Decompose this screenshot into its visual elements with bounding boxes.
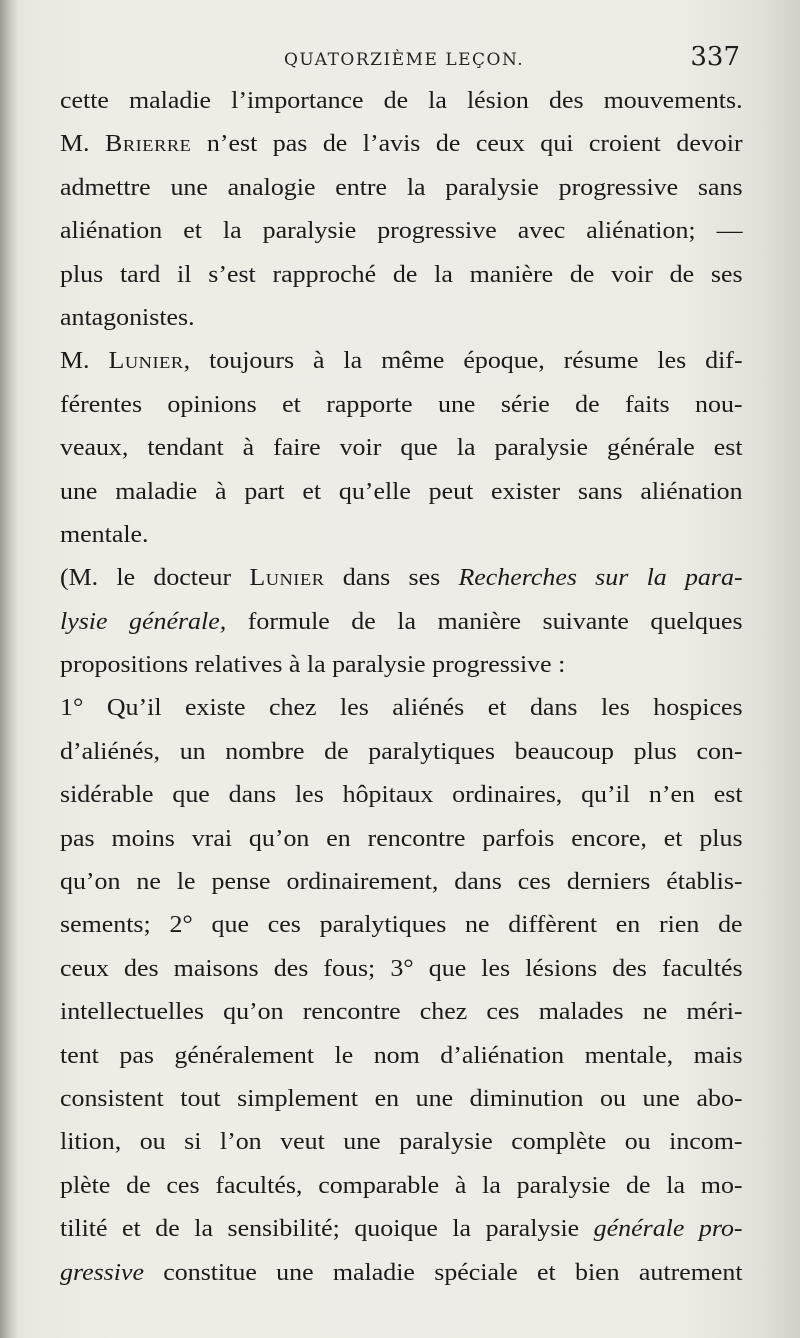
- text-line: [60, 297, 743, 340]
- text-line: [60, 514, 743, 557]
- text-run: d’aliénés, un nombre de paralytiques beaucoup plus con-: [60, 738, 743, 765]
- text-run: 1° Qu’il existe chez les aliénés et dans les hospices: [60, 695, 743, 722]
- text-run: formule de la manière suivante quelques: [226, 608, 743, 635]
- text-run: M.: [60, 131, 106, 158]
- text-run: une maladie à part et qu’elle peut exister sans aliénation: [60, 478, 743, 505]
- text-run: ceux des maisons des fous; 3° que les lésions des facultés: [60, 955, 743, 982]
- page-header: [60, 42, 750, 82]
- text-line: [60, 861, 743, 904]
- text-line: [60, 1208, 743, 1251]
- text-run: plète de ces facultés, comparable à la paralysie de la mo-: [60, 1172, 743, 1199]
- text-line: [60, 687, 743, 730]
- text-run: propositions relatives à la paralysie progressive :: [60, 652, 566, 679]
- text-run: férentes opinions et rapporte une série de faits nou-: [60, 391, 743, 418]
- text-run: antagonistes.: [60, 304, 195, 331]
- text-run: pas moins vrai qu’on en rencontre parfois encore, et plus: [60, 825, 743, 852]
- italic-text: générale pro-: [593, 1216, 743, 1243]
- text-line: [60, 557, 743, 600]
- text-line: [60, 1252, 743, 1295]
- italic-text: lysie générale,: [60, 608, 227, 635]
- text-line: [60, 427, 743, 470]
- text-run: sidérable que dans les hôpitaux ordinaires, qu’il n’en est: [60, 782, 743, 809]
- text-line: [60, 1078, 743, 1121]
- text-line: [60, 471, 743, 514]
- text-line: [60, 384, 743, 427]
- text-line: [60, 601, 743, 644]
- author-name: Lunier: [249, 565, 325, 592]
- italic-text: Recherches sur la para-: [458, 565, 743, 592]
- text-line: [60, 210, 743, 253]
- italic-text: gressive: [60, 1259, 144, 1286]
- text-run: sements; 2° que ces paralytiques ne diffèrent en rien de: [60, 912, 743, 939]
- text-line: [60, 80, 743, 123]
- text-run: intellectuelles qu’on rencontre chez ces malades ne méri-: [60, 999, 743, 1026]
- body-text: [60, 80, 742, 1295]
- author-name: Lunier: [108, 348, 184, 375]
- text-line: [60, 904, 743, 947]
- text-run: qu’on ne le pense ordinairement, dans ces derniers établis-: [60, 869, 743, 896]
- text-run: tent pas généralement le nom d’aliénation mentale, mais: [60, 1042, 743, 1069]
- text-run: aliénation et la paralysie progressive avec aliénation; —: [60, 218, 743, 245]
- text-run: admettre une analogie entre la paralysie progressive sans: [60, 174, 743, 201]
- running-head: QUATORZIÈME LEÇON.: [284, 50, 525, 70]
- text-run: veaux, tendant à faire voir que la paralysie générale est: [60, 435, 743, 462]
- text-line: [60, 1165, 743, 1208]
- text-line: [60, 167, 743, 210]
- text-line: [60, 1121, 743, 1164]
- text-run: cette maladie l’importance de la lésion des mouvements.: [60, 88, 743, 114]
- text-line: [60, 123, 743, 166]
- text-line: [60, 340, 743, 383]
- text-run: consistent tout simplement en une diminution ou une abo-: [60, 1085, 743, 1112]
- text-run: lition, ou si l’on veut une paralysie complète ou incom-: [60, 1129, 743, 1156]
- text-line: [60, 818, 743, 861]
- page-number: 337: [690, 42, 740, 72]
- author-name: Brierre: [105, 131, 192, 158]
- text-run: (M. le docteur: [60, 565, 250, 592]
- text-run: dans ses: [324, 565, 459, 592]
- text-run: , toujours à la même époque, résume les dif-: [183, 348, 743, 375]
- text-run: tilité et de la sensibilité; quoique la paralysie: [60, 1216, 594, 1243]
- text-line: [60, 731, 743, 774]
- text-run: plus tard il s’est rapproché de la manière de voir de ses: [60, 261, 743, 288]
- text-run: M.: [60, 348, 109, 375]
- text-line: [60, 948, 743, 991]
- text-line: [60, 1035, 743, 1078]
- text-run: mentale.: [60, 521, 149, 548]
- text-line: [60, 254, 743, 297]
- text-line: [60, 644, 743, 687]
- text-run: constitue une maladie spéciale et bien autrement: [143, 1259, 743, 1286]
- text-line: [60, 991, 743, 1034]
- text-line: [60, 774, 743, 817]
- text-run: n’est pas de l’avis de ceux qui croient devoir: [191, 131, 743, 158]
